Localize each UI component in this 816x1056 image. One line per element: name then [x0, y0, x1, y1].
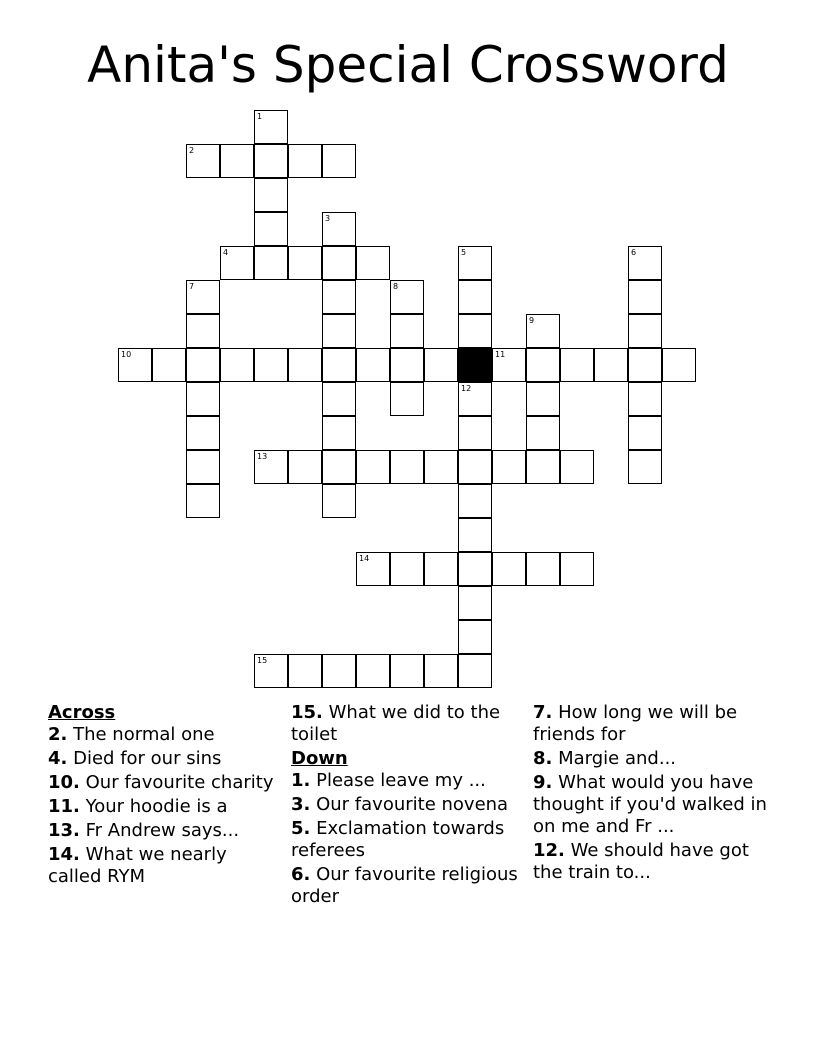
grid-cell[interactable] — [186, 348, 220, 382]
clue-number: 3 — [325, 214, 331, 223]
grid-cell[interactable] — [458, 450, 492, 484]
grid-cell[interactable] — [628, 382, 662, 416]
grid-cell[interactable] — [356, 348, 390, 382]
grid-cell[interactable] — [186, 484, 220, 518]
grid-cell[interactable] — [356, 552, 390, 586]
grid-cell[interactable] — [390, 348, 424, 382]
grid-cell[interactable] — [560, 348, 594, 382]
grid-cell[interactable] — [322, 212, 356, 246]
grid-cell[interactable] — [322, 654, 356, 688]
grid-cell[interactable] — [118, 348, 152, 382]
grid-cell[interactable] — [424, 552, 458, 586]
grid-cell[interactable] — [356, 450, 390, 484]
grid-cell[interactable] — [458, 620, 492, 654]
grid-cell[interactable] — [288, 144, 322, 178]
grid-cell[interactable] — [322, 348, 356, 382]
grid-cell[interactable] — [424, 348, 458, 382]
grid-cell[interactable] — [288, 348, 322, 382]
grid-cell[interactable] — [254, 450, 288, 484]
clue-number: 11 — [495, 350, 506, 359]
clue-down-1[interactable]: 1. Please leave my ... — [291, 770, 486, 791]
grid-cell[interactable] — [628, 314, 662, 348]
grid-cell[interactable] — [662, 348, 696, 382]
grid-cell[interactable] — [356, 654, 390, 688]
grid-cell[interactable] — [390, 382, 424, 416]
clue-column-3 — [533, 702, 768, 886]
clue-across-2[interactable]: 2. The normal one — [48, 724, 215, 745]
grid-cell[interactable] — [526, 450, 560, 484]
grid-cell[interactable] — [628, 246, 662, 280]
clue-number: 13 — [257, 452, 268, 461]
clue-across-11[interactable]: 11. Your hoodie is a — [48, 796, 228, 817]
grid-cell[interactable] — [458, 314, 492, 348]
grid-cell[interactable] — [254, 246, 288, 280]
grid-cell[interactable] — [526, 552, 560, 586]
grid-cell[interactable] — [628, 450, 662, 484]
grid-cell[interactable] — [322, 484, 356, 518]
clue-number: 1 — [257, 112, 263, 121]
black-square — [458, 348, 492, 382]
grid-cell[interactable] — [254, 110, 288, 144]
clue-number: 7 — [189, 282, 195, 291]
grid-cell[interactable] — [560, 450, 594, 484]
grid-cell[interactable] — [458, 416, 492, 450]
grid-cell[interactable] — [424, 450, 458, 484]
grid-cell[interactable] — [220, 348, 254, 382]
clue-number: 4 — [223, 248, 229, 257]
clue-down-8[interactable]: 8. Margie and... — [533, 748, 677, 769]
grid-cell[interactable] — [458, 552, 492, 586]
grid-cell[interactable] — [254, 178, 288, 212]
clue-number: 8 — [393, 282, 399, 291]
clue-column-1 — [48, 702, 283, 890]
grid-cell[interactable] — [390, 654, 424, 688]
grid-cell[interactable] — [458, 586, 492, 620]
grid-cell[interactable] — [526, 416, 560, 450]
grid-cell[interactable] — [560, 552, 594, 586]
clue-number: 15 — [257, 656, 268, 665]
grid-cell[interactable] — [628, 280, 662, 314]
grid-cell[interactable] — [390, 280, 424, 314]
grid-cell[interactable] — [186, 450, 220, 484]
grid-cell[interactable] — [186, 382, 220, 416]
grid-cell[interactable] — [186, 314, 220, 348]
clue-column-2 — [291, 702, 526, 910]
grid-cell[interactable] — [254, 348, 288, 382]
grid-cell[interactable] — [526, 382, 560, 416]
across-heading: Across — [48, 702, 116, 723]
grid-cell[interactable] — [254, 144, 288, 178]
grid-cell[interactable] — [322, 416, 356, 450]
grid-cell[interactable] — [424, 654, 458, 688]
clue-down-7[interactable]: 7. How long we will be friends for — [533, 702, 738, 745]
grid-cell[interactable] — [288, 246, 322, 280]
grid-cell[interactable] — [152, 348, 186, 382]
grid-cell[interactable] — [322, 280, 356, 314]
clue-number: 5 — [461, 248, 467, 257]
grid-cell[interactable] — [288, 450, 322, 484]
grid-cell[interactable] — [322, 314, 356, 348]
clue-number: 9 — [529, 316, 535, 325]
grid-cell[interactable] — [390, 450, 424, 484]
clue-down-9[interactable]: 9. What would you have thought if you'd walked in on me and Fr ... — [533, 772, 767, 837]
grid-cell[interactable] — [458, 518, 492, 552]
grid-cell[interactable] — [492, 450, 526, 484]
grid-cell[interactable] — [458, 280, 492, 314]
clue-down-6[interactable]: 6. Our favourite religious order — [291, 864, 518, 907]
grid-cell[interactable] — [492, 348, 526, 382]
grid-cell[interactable] — [390, 314, 424, 348]
clue-number: 2 — [189, 146, 195, 155]
clue-down-12[interactable]: 12. We should have got the train to... — [533, 840, 749, 883]
grid-cell[interactable] — [322, 382, 356, 416]
page-title: Anita's Special Crossword — [87, 36, 729, 94]
grid-cell[interactable] — [594, 348, 628, 382]
grid-cell[interactable] — [254, 212, 288, 246]
clue-across-10[interactable]: 10. Our favourite charity — [48, 772, 274, 793]
clue-across-15[interactable]: 15. What we did to the toilet — [291, 702, 501, 745]
grid-cell[interactable] — [492, 552, 526, 586]
grid-cell[interactable] — [186, 280, 220, 314]
clue-number: 12 — [461, 384, 472, 393]
clue-down-5[interactable]: 5. Exclamation towards referees — [291, 818, 505, 861]
grid-cell[interactable] — [220, 144, 254, 178]
grid-cell[interactable] — [628, 348, 662, 382]
grid-cell[interactable] — [220, 246, 254, 280]
clue-across-14[interactable]: 14. What we nearly called RYM — [48, 844, 227, 887]
down-heading: Down — [291, 748, 348, 769]
clue-number: 10 — [121, 350, 132, 359]
clue-number: 6 — [631, 248, 637, 257]
grid-cell[interactable] — [390, 552, 424, 586]
clue-number: 14 — [359, 554, 370, 563]
grid-cell[interactable] — [356, 246, 390, 280]
grid-cell[interactable] — [526, 348, 560, 382]
grid-cell[interactable] — [458, 654, 492, 688]
grid-cell[interactable] — [458, 246, 492, 280]
grid-cell[interactable] — [628, 416, 662, 450]
grid-cell[interactable] — [526, 314, 560, 348]
grid-cell[interactable] — [322, 246, 356, 280]
grid-cell[interactable] — [186, 144, 220, 178]
grid-cell[interactable] — [254, 654, 288, 688]
clue-across-4[interactable]: 4. Died for our sins — [48, 748, 222, 769]
grid-cell[interactable] — [288, 654, 322, 688]
clue-across-13[interactable]: 13. Fr Andrew says... — [48, 820, 240, 841]
clue-down-3[interactable]: 3. Our favourite novena — [291, 794, 509, 815]
grid-cell[interactable] — [458, 382, 492, 416]
grid-cell[interactable] — [322, 450, 356, 484]
grid-cell[interactable] — [458, 484, 492, 518]
grid-cell[interactable] — [322, 144, 356, 178]
grid-cell[interactable] — [186, 416, 220, 450]
